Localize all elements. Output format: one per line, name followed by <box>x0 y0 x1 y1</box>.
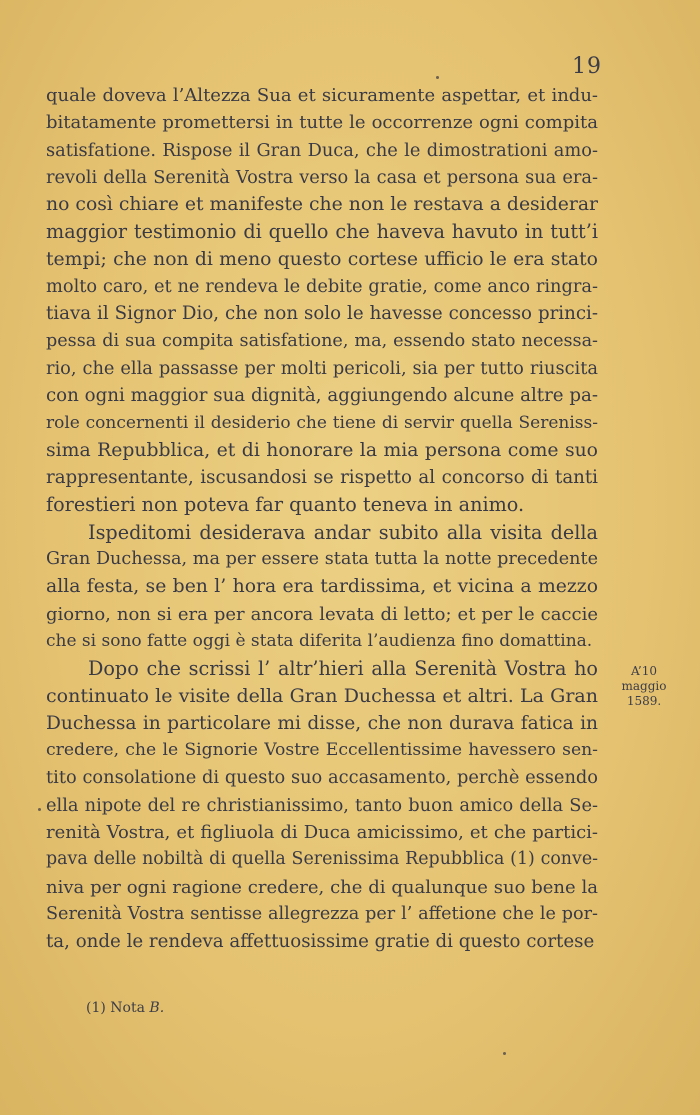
text-line: Duchessa in particolare mi disse, che non durava fatica in <box>46 712 598 734</box>
text-line: maggior testimonio di quello che haveva havuto in tutt’i <box>46 220 598 244</box>
paragraph-1 <box>46 82 598 519</box>
text-line: sima Repubblica, et di honorare la mia persona come suo <box>46 439 598 461</box>
footnote-number: (1) <box>86 1000 106 1016</box>
margin-date-note <box>612 664 676 709</box>
text-line: ella nipote del re christianissimo, tanto buon amico della Se- <box>46 794 598 816</box>
text-line: pessa di sua compita satisfatione, ma, essendo stato necessa- <box>46 330 598 351</box>
footnote-ref: B. <box>149 1000 165 1016</box>
text-line: Ispeditomi desiderava andar subito alla visita della <box>88 520 598 544</box>
text-line: niva per ogni ragione credere, che di qualunque suo bene la <box>46 876 598 898</box>
text-line: Serenità Vostra sentisse allegrezza per l’ affetione che le por- <box>46 903 598 924</box>
text-line: rio, che ella passasse per molti pericoli, sia per tutto riuscita <box>46 357 598 379</box>
text-line: tempi; che non di meno questo cortese ufficio le era stato <box>46 248 598 270</box>
paragraph-2 <box>46 519 598 655</box>
paper-speck <box>503 1052 506 1055</box>
margin-note-day: A’10 <box>631 664 657 678</box>
text-line: Dopo che scrissi l’ altr’hieri alla Serenità Vostra ho <box>88 657 598 681</box>
paper-speck <box>436 76 439 79</box>
text-line: rappresentante, iscusandosi se rispetto al concorso di tanti <box>46 467 598 489</box>
text-line: che si sono fatte oggi è stata diferita l’audienza fino domattina. <box>46 630 593 651</box>
page-number: 19 <box>572 54 602 79</box>
text-line: quale doveva l’Altezza Sua et sicuramente aspettar, et indu- <box>46 85 598 106</box>
text-line: tiava il Signor Dio, che non solo le havesse concesso princi- <box>46 303 598 325</box>
text-line: role concernenti il desiderio che tiene di servir quella Sereniss- <box>46 412 598 433</box>
main-text <box>46 82 598 956</box>
text-line: credere, che le Signorie Vostre Eccellentissime havessero sen- <box>46 740 598 761</box>
text-line: con ogni maggior sua dignità, aggiungendo alcune altre pa- <box>46 385 598 407</box>
text-line: forestieri non poteva far quanto teneva in animo. <box>46 493 525 517</box>
text-line: satisfatione. Rispose il Gran Duca, che le dimostrationi amo- <box>46 139 598 161</box>
text-line: giorno, non si era per ancora levata di letto; et per le caccie <box>46 603 598 625</box>
text-line: renità Vostra, et figliuola di Duca amicissimo, et che partici- <box>46 822 598 844</box>
text-line: revoli della Serenità Vostra verso la casa et persona sua era- <box>46 166 598 188</box>
text-line: tito consolatione di questo suo accasamento, perchè essendo <box>46 767 598 789</box>
text-line: pava delle nobiltà di quella Serenissima Repubblica (1) conve- <box>46 849 598 870</box>
margin-note-month: maggio <box>621 679 667 693</box>
paper-speck <box>38 808 41 811</box>
text-line: ta, onde le rendeva affettuosissime gratie di questo cortese <box>46 931 595 953</box>
text-line: continuato le visite della Gran Duchessa et altri. La Gran <box>46 684 598 707</box>
footnote-text: Nota <box>110 1000 145 1016</box>
footnote <box>86 1000 164 1016</box>
text-line: molto caro, et ne rendeva le debite gratie, come anco ringra- <box>46 276 598 298</box>
text-line: no così chiare et manifeste che non le restava a desiderar <box>46 194 598 216</box>
text-line: alla festa, se ben l’ hora era tardissima, et vicina a mezzo <box>46 576 598 598</box>
margin-note-year: 1589. <box>626 694 662 708</box>
text-line: bitatamente promettersi in tutte le occorrenze ogni compita <box>46 112 598 134</box>
text-line: Gran Duchessa, ma per essere stata tutta la notte precedente <box>46 549 598 570</box>
paragraph-3 <box>46 655 598 955</box>
